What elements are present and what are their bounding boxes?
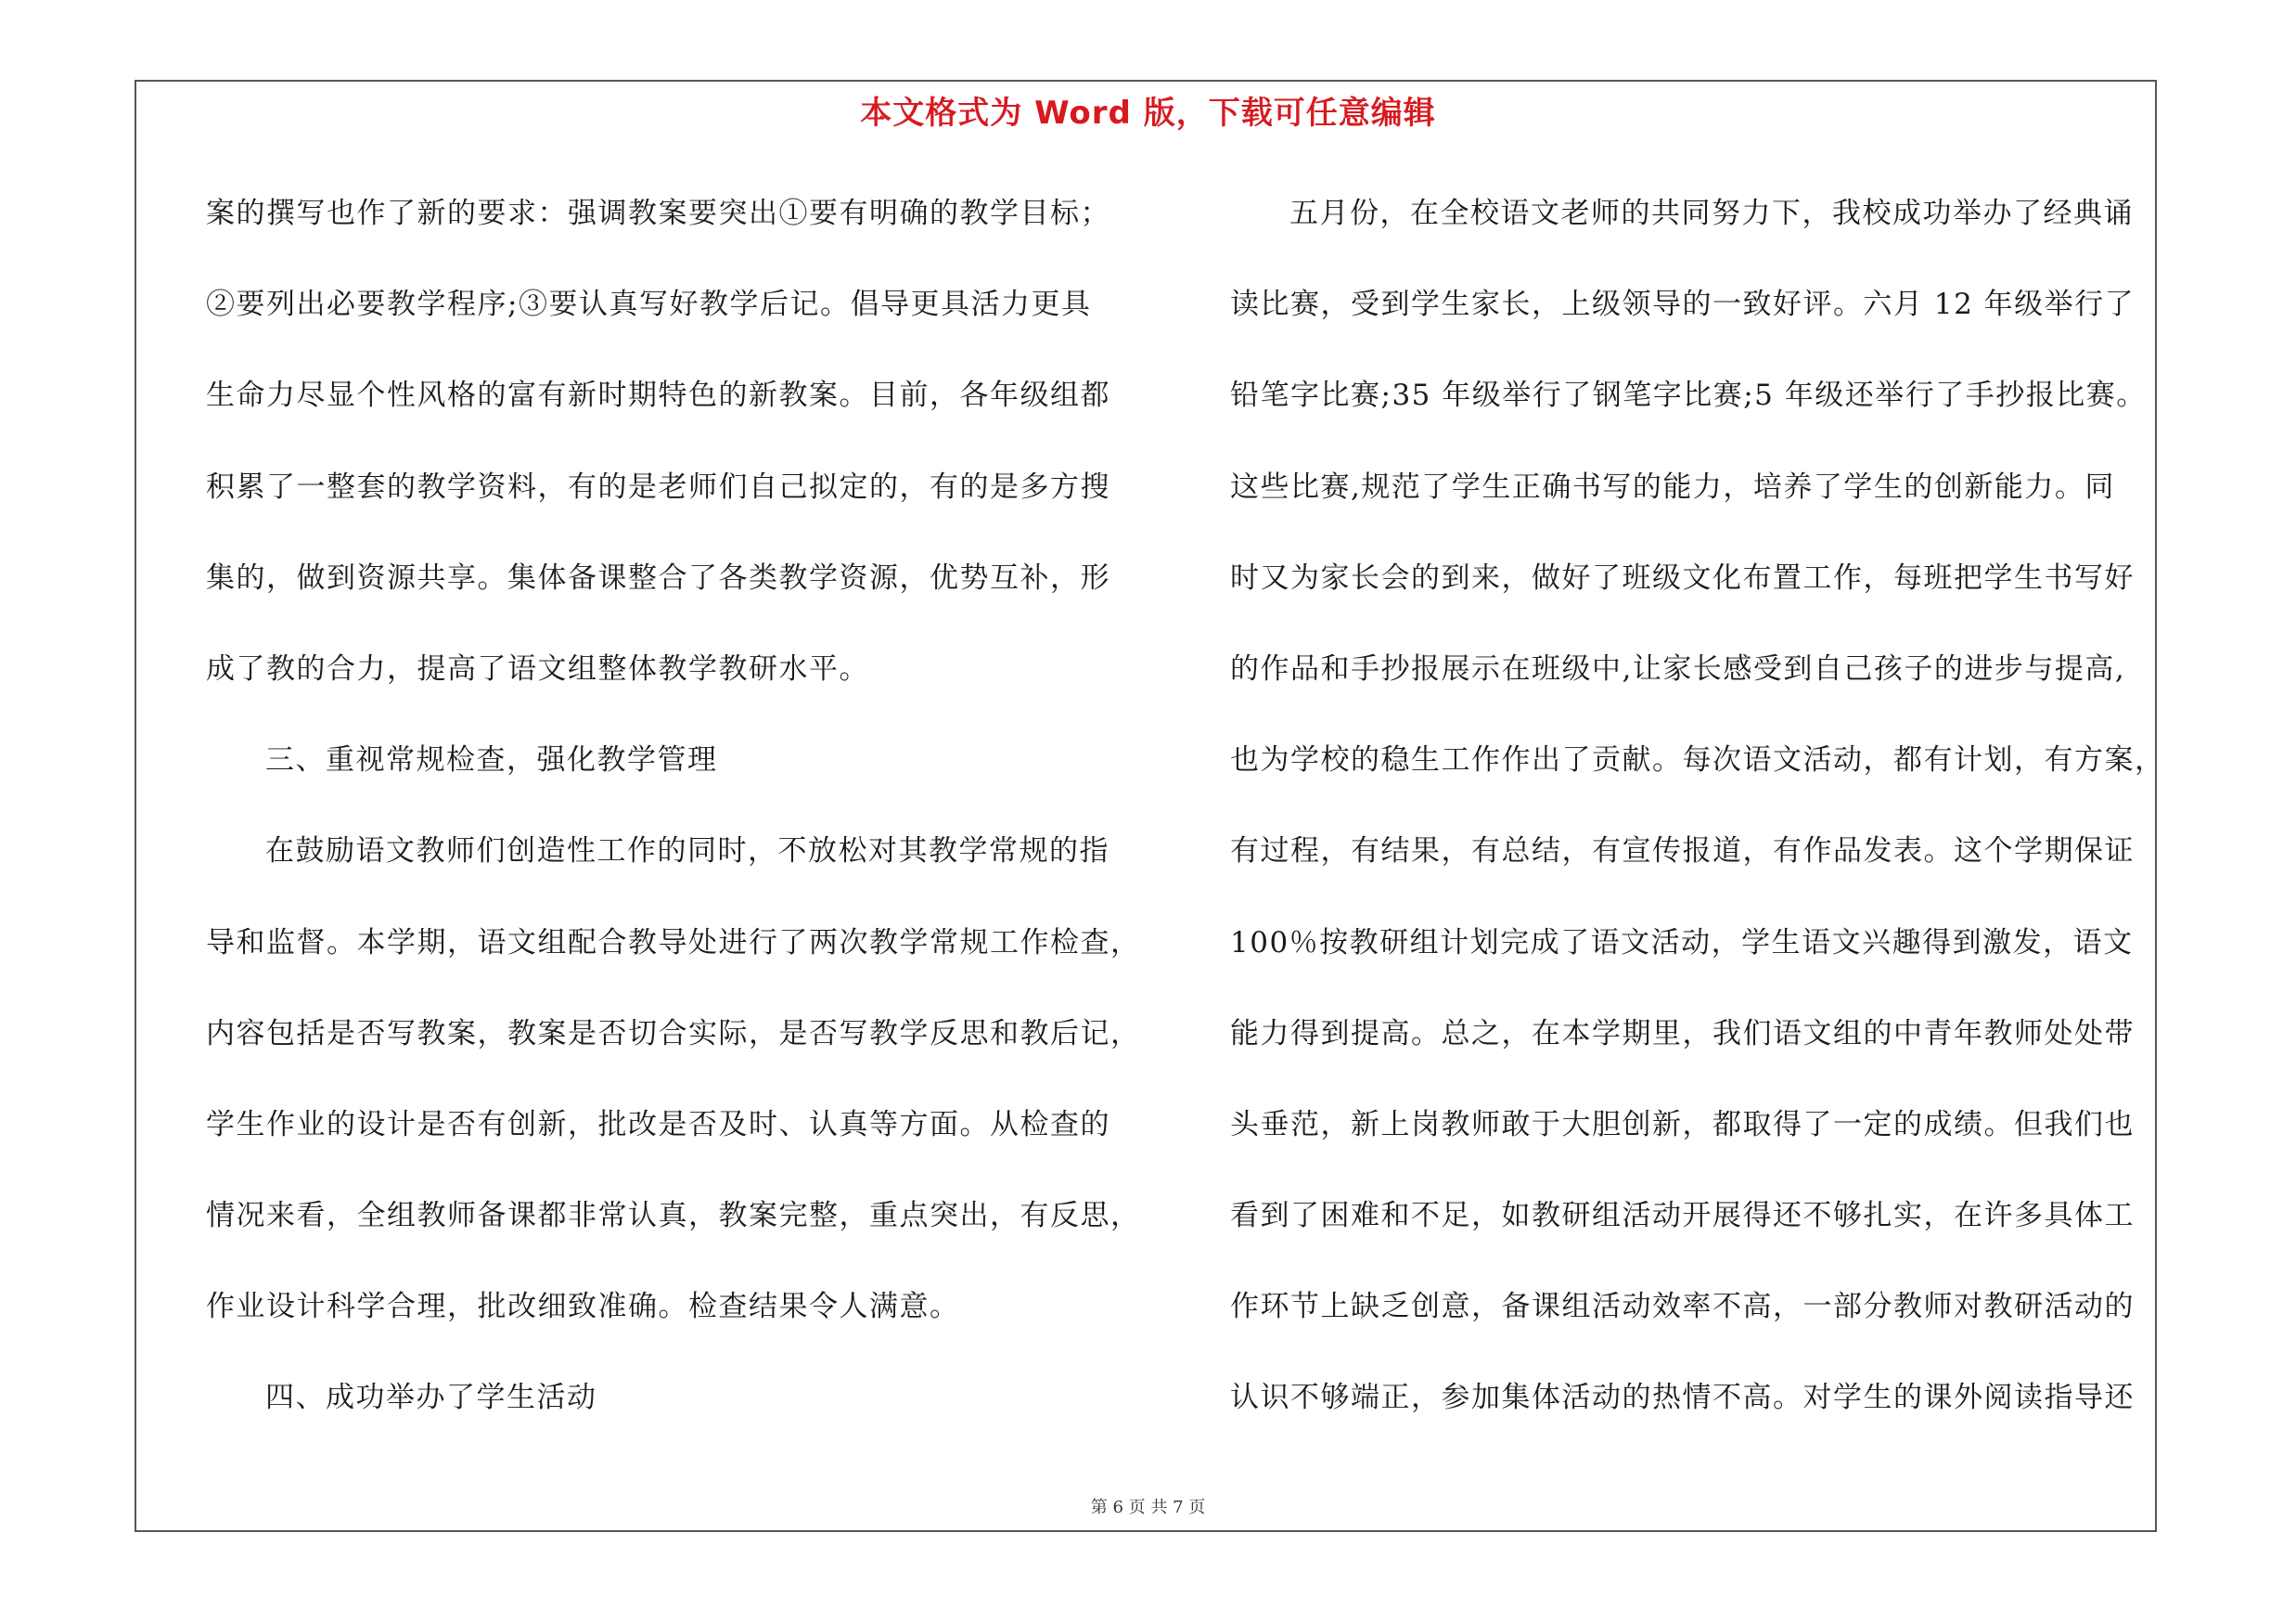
text-line: 内容包括是否写教案，教案是否切合实际，是否写教学反思和教后记， — [206, 1016, 1141, 1050]
text-line: 情况来看，全组教师备课都非常认真，教案完整，重点突出，有反思， — [206, 1199, 1141, 1233]
text-line: 头垂范，新上岗教师敢于大胆创新，都取得了一定的成绩。但我们也 — [1230, 1107, 2135, 1141]
text-line: 这些比赛,规范了学生正确书写的能力，培养了学生的创新能力。同 — [1230, 470, 2115, 504]
text-line: 也为学校的稳生工作作出了贡献。每次语文活动，都有计划，有方案， — [1230, 743, 2165, 778]
text-line: 读比赛，受到学生家长，上级领导的一致好评。六月 12 年级举行了 — [1230, 288, 2136, 322]
left-column — [206, 186, 1141, 1462]
text-line: 的作品和手抄报展示在班级中,让家长感受到自己孩子的进步与提高, — [1230, 651, 2126, 686]
text-line: 作业设计科学合理，批改细致准确。检查结果令人满意。 — [206, 1290, 960, 1324]
text-line: 案的撰写也作了新的要求：强调教案要突出①要有明确的教学目标； — [206, 197, 1110, 230]
text-line: 导和监督。本学期，语文组配合教导处进行了两次教学常规工作检查， — [206, 925, 1141, 960]
text-line: 铅笔字比赛;35 年级举行了钢笔字比赛;5 年级还举行了手抄报比赛。 — [1230, 379, 2147, 413]
text-line: 作环节上缺乏创意，备课组活动效率不高，一部分教师对教研活动的 — [1230, 1290, 2135, 1324]
right-column — [1230, 186, 2165, 1462]
text-line: 学生作业的设计是否有创新，批改是否及时、认真等方面。从检查的 — [206, 1107, 1110, 1141]
section-heading: 四、成功举办了学生活动 — [265, 1381, 597, 1415]
text-line: 能力得到提高。总之，在本学期里，我们语文组的中青年教师处处带 — [1230, 1016, 2135, 1050]
text-line: ②要列出必要教学程序;③要认真写好教学后记。倡导更具活力更具 — [206, 288, 1092, 322]
section-heading: 三、重视常规检查，强化教学管理 — [265, 743, 718, 778]
paragraph-start: 在鼓励语文教师们创造性工作的同时，不放松对其教学常规的指 — [265, 834, 1110, 869]
text-line: 积累了一整套的教学资料，有的是老师们自己拟定的，有的是多方搜 — [206, 470, 1110, 504]
text-line: 认识不够端正，参加集体活动的热情不高。对学生的课外阅读指导还 — [1230, 1381, 2135, 1415]
text-line: 有过程，有结果，有总结，有宣传报道，有作品发表。这个学期保证 — [1230, 834, 2135, 869]
page-number: 第 6 页 共 7 页 — [1090, 1498, 1206, 1517]
paragraph-start: 五月份，在全校语文老师的共同努力下，我校成功举办了经典诵 — [1289, 197, 2134, 230]
text-line: 集的，做到资源共享。集体备课整合了各类教学资源，优势互补，形 — [206, 560, 1110, 595]
text-line: 100％按教研组计划完成了语文活动，学生语文兴趣得到激发，语文 — [1230, 925, 2134, 960]
text-line: 成了教的合力，提高了语文组整体教学教研水平。 — [206, 651, 869, 686]
format-banner: 本文格式为 Word 版，下载可任意编辑 — [860, 95, 1436, 132]
text-line: 生命力尽显个性风格的富有新时期特色的新教案。目前，各年级组都 — [206, 379, 1110, 413]
text-line: 时又为家长会的到来，做好了班级文化布置工作，每班把学生书写好 — [1230, 560, 2135, 595]
text-line: 看到了困难和不足，如教研组活动开展得还不够扎实，在许多具体工 — [1230, 1199, 2135, 1233]
